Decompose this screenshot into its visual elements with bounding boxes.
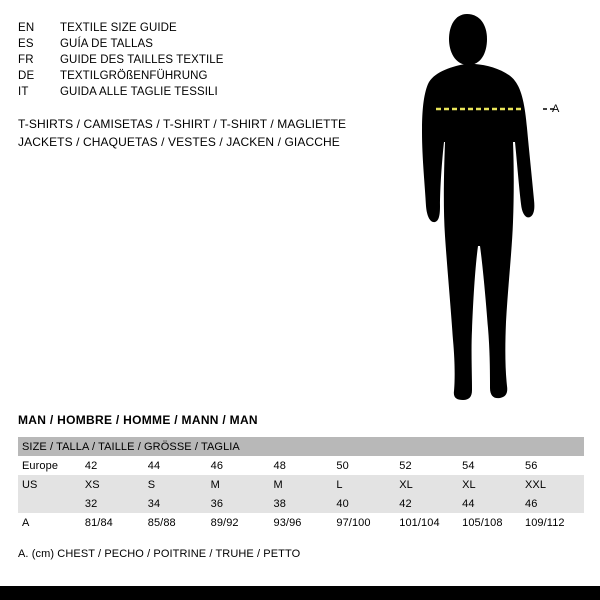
cell-value: 38 — [270, 494, 333, 513]
language-title: TEXTILGRÖßENFÜHRUNG — [60, 70, 208, 82]
language-title: GUIDA ALLE TAGLIE TESSILI — [60, 86, 218, 98]
language-title: GUÍA DE TALLAS — [60, 38, 154, 50]
cell-value: 85/88 — [144, 513, 207, 532]
table-row — [18, 475, 584, 494]
language-code: IT — [18, 86, 29, 98]
footnote-chest-measurement: A. (cm) CHEST / PECHO / POITRINE / TRUHE / PETTO — [18, 548, 301, 560]
cell-value: 48 — [270, 456, 333, 475]
cell-value: XS — [81, 475, 144, 494]
table-heading-man: MAN / HOMBRE / HOMME / MANN / MAN — [18, 413, 258, 427]
cell-value: XL — [458, 475, 521, 494]
language-title: TEXTILE SIZE GUIDE — [60, 22, 177, 34]
cell-value: XL — [395, 475, 458, 494]
row-label-size: SIZE / TALLA / TAILLE / GRÖSSE / TAGLIA — [18, 437, 584, 456]
cell-value: 46 — [521, 494, 584, 513]
cell-value: 54 — [458, 456, 521, 475]
language-code: FR — [18, 54, 34, 66]
silhouette-head — [449, 14, 487, 65]
language-row — [18, 68, 348, 84]
garment-line-jackets: JACKETS / CHAQUETAS / VESTES / JACKEN / GIACCHE — [18, 135, 340, 149]
cell-value: 32 — [81, 494, 144, 513]
cell-value: 40 — [332, 494, 395, 513]
table-row — [18, 456, 584, 475]
language-code: DE — [18, 70, 35, 82]
cell-value: 42 — [81, 456, 144, 475]
silhouette-body — [422, 64, 534, 400]
row-label-europe: Europe — [18, 456, 81, 475]
language-row — [18, 20, 348, 36]
cell-value: 52 — [395, 456, 458, 475]
cell-value: 44 — [458, 494, 521, 513]
language-row — [18, 36, 348, 52]
garment-line-tshirts: T-SHIRTS / CAMISETAS / T-SHIRT / T-SHIRT / MAGLIETTE — [18, 117, 347, 131]
row-label-us: US — [18, 475, 81, 494]
cell-value: 34 — [144, 494, 207, 513]
cell-value: 81/84 — [81, 513, 144, 532]
cell-value: 44 — [144, 456, 207, 475]
garment-category-list — [18, 115, 378, 151]
row-label-us-secondary — [18, 494, 81, 513]
cell-value: 97/100 — [332, 513, 395, 532]
cell-value: 36 — [207, 494, 270, 513]
language-code: ES — [18, 38, 34, 50]
cell-value: 50 — [332, 456, 395, 475]
table-row-size-header — [18, 437, 584, 456]
cell-value: L — [332, 475, 395, 494]
language-title: GUIDE DES TAILLES TEXTILE — [60, 54, 224, 66]
size-table — [18, 437, 584, 532]
row-label-a: A — [18, 513, 81, 532]
male-silhouette-illustration — [395, 10, 595, 410]
table-row — [18, 513, 584, 532]
cell-value: 46 — [207, 456, 270, 475]
bottom-bar — [0, 586, 600, 600]
language-row — [18, 84, 348, 100]
cell-value: 105/108 — [458, 513, 521, 532]
language-code: EN — [18, 22, 35, 34]
silhouette-svg — [395, 10, 595, 410]
language-title-list — [18, 20, 348, 100]
table-row — [18, 494, 584, 513]
cell-value: M — [270, 475, 333, 494]
cell-value: 93/96 — [270, 513, 333, 532]
cell-value: M — [207, 475, 270, 494]
cell-value: 101/104 — [395, 513, 458, 532]
cell-value: 56 — [521, 456, 584, 475]
cell-value: XXL — [521, 475, 584, 494]
size-table-container — [18, 437, 584, 532]
measure-label-a: A — [552, 103, 560, 115]
cell-value: 109/112 — [521, 513, 584, 532]
cell-value: 89/92 — [207, 513, 270, 532]
cell-value: S — [144, 475, 207, 494]
language-row — [18, 52, 348, 68]
cell-value: 42 — [395, 494, 458, 513]
